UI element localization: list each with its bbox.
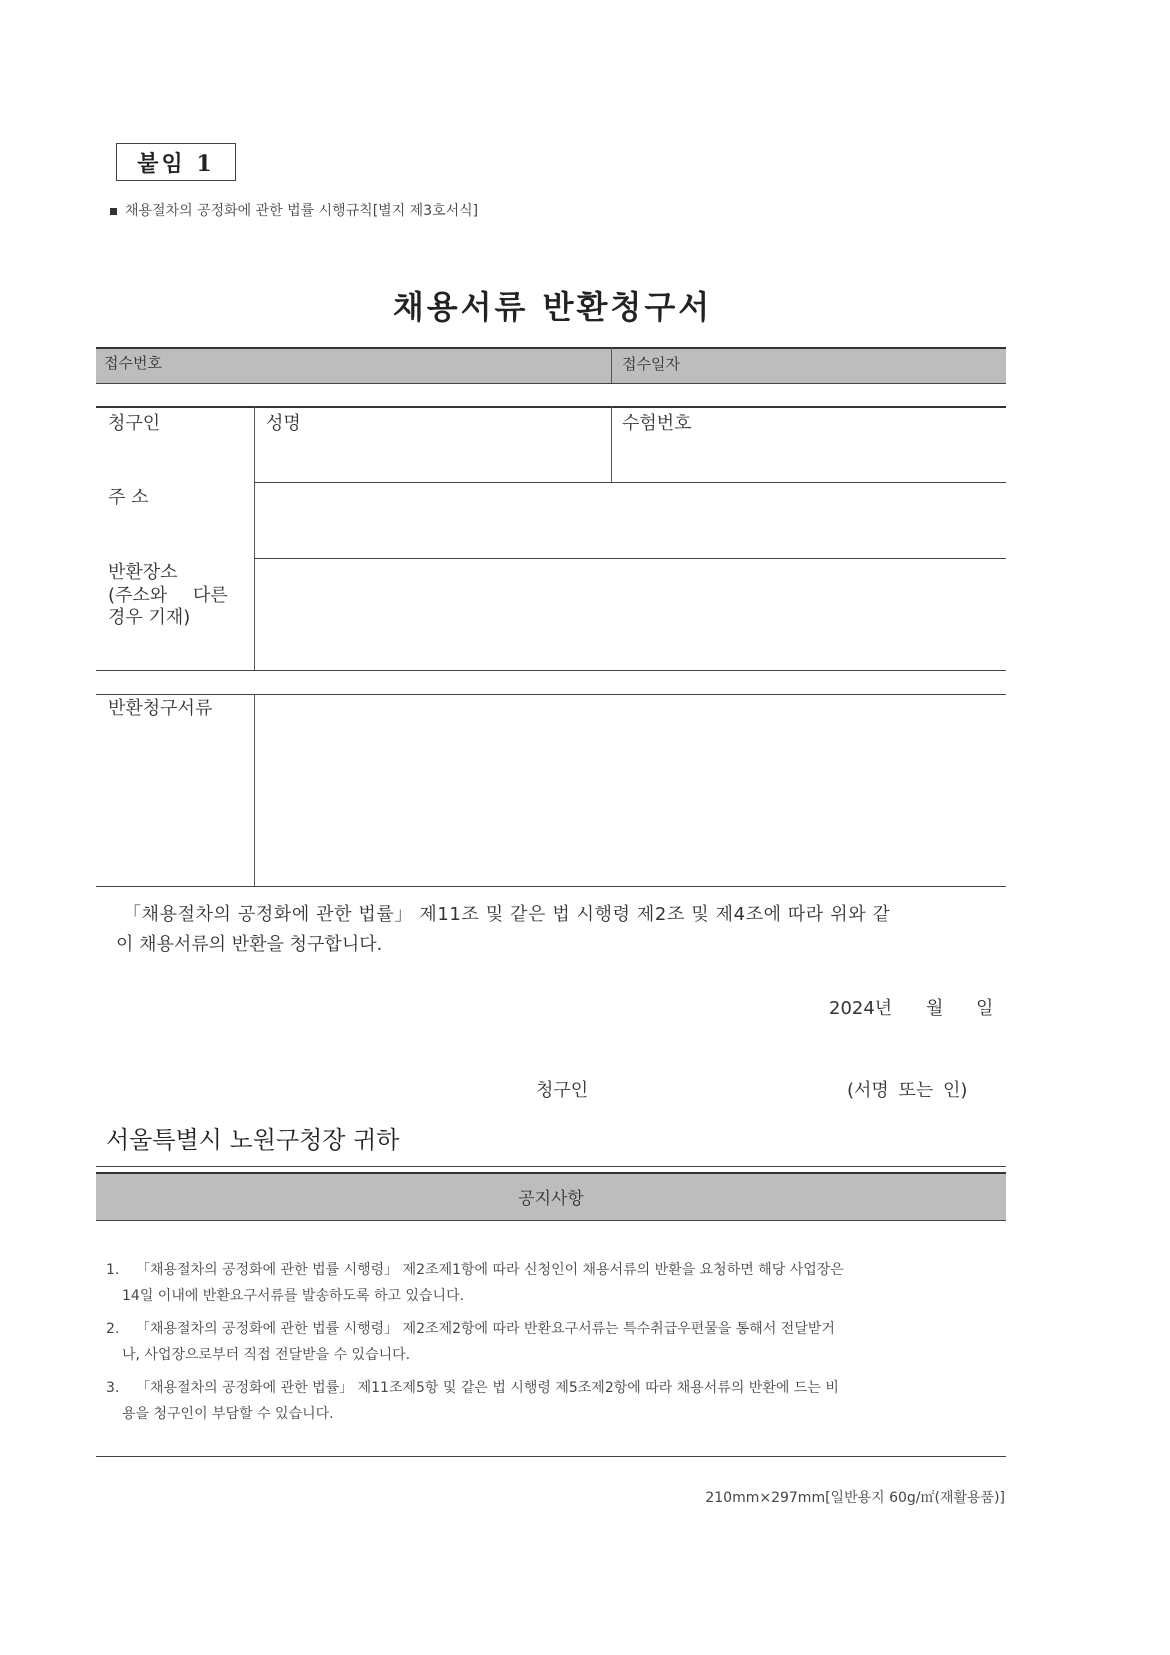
- notice-item-2: [106, 1316, 996, 1368]
- date-month: 월: [926, 998, 944, 1019]
- paper-spec: 210mm×297mm[일반용지 60g/㎡(재활용품)]: [705, 1490, 1005, 1506]
- addressee: 서울특별시 노원구청장 귀하: [106, 1126, 400, 1154]
- documents-label: 반환청구서류: [108, 698, 213, 719]
- declaration-line-2: 이 채용서류의 반환을 청구합니다.: [116, 934, 383, 955]
- notice-header: 공지사항: [518, 1189, 584, 1209]
- signature-claimant-label: 청구인: [536, 1080, 589, 1101]
- notice-item-line: 14일 이내에 반환요구서류를 발송하도록 하고 있습니다.: [122, 1288, 465, 1304]
- notice-item-line: 용을 청구인이 부담할 수 있습니다.: [122, 1406, 334, 1422]
- name-label: 성명: [266, 413, 301, 434]
- return-place-label-line1: 반환장소: [108, 562, 178, 583]
- legal-reference: [110, 200, 478, 220]
- exam-number-field[interactable]: [614, 432, 1002, 478]
- exam-number-label: 수험번호: [622, 413, 692, 434]
- notice-item-number: 3.: [106, 1380, 120, 1396]
- notice-item-line: 「채용절차의 공정화에 관한 법률 시행령」 제2조제2항에 따라 반환요구서류는 특수취급우편물을 통해서 전달받거: [136, 1321, 835, 1337]
- page-title: 채용서류 반환청구서: [392, 288, 713, 326]
- claimant-label: 청구인: [108, 413, 161, 434]
- receipt-number-label: 접수번호: [104, 354, 162, 372]
- square-bullet-icon: [110, 208, 117, 215]
- return-place-field[interactable]: [258, 562, 1002, 666]
- signature-note: (서명 또는 인): [847, 1080, 968, 1101]
- declaration-line-1: 「채용절차의 공정화에 관한 법률」 제11조 및 같은 법 시행령 제2조 및 제4조에 따라 위와 같: [123, 904, 891, 925]
- legal-reference-text: 채용절차의 공정화에 관한 법률 시행규칙[별지 제3호서식]: [125, 203, 479, 219]
- notice-item-1: [106, 1257, 996, 1309]
- return-place-label-line3: 경우 기재): [108, 607, 191, 628]
- notice-item-line: 나, 사업장으로부터 직접 전달받을 수 있습니다.: [122, 1347, 411, 1363]
- date-year: 2024년: [829, 998, 893, 1019]
- date-day: 일: [976, 998, 994, 1019]
- signature-field[interactable]: [620, 1072, 840, 1108]
- address-field[interactable]: [258, 486, 1002, 554]
- notice-item-3: [106, 1375, 996, 1427]
- notice-item-line: 「채용절차의 공정화에 관한 법률 시행령」 제2조제1항에 따라 신청인이 채용서류의 반환을 요청하면 해당 사업장은: [136, 1262, 844, 1278]
- notice-item-number: 1.: [106, 1262, 120, 1278]
- return-place-label-line2: (주소와 다른: [108, 585, 228, 606]
- notice-item-number: 2.: [106, 1321, 120, 1337]
- documents-field[interactable]: [258, 698, 1002, 882]
- receipt-date-label: 접수일자: [622, 355, 680, 373]
- notice-item-line: 「채용절차의 공정화에 관한 법률」 제11조제5항 및 같은 법 시행령 제5조제2항에 따라 채용서류의 반환에 드는 비: [136, 1380, 839, 1396]
- attachment-badge: 붙임 1: [116, 143, 236, 181]
- receipt-row: [96, 347, 1006, 383]
- address-label: 주 소: [108, 487, 149, 508]
- name-field[interactable]: [256, 432, 608, 478]
